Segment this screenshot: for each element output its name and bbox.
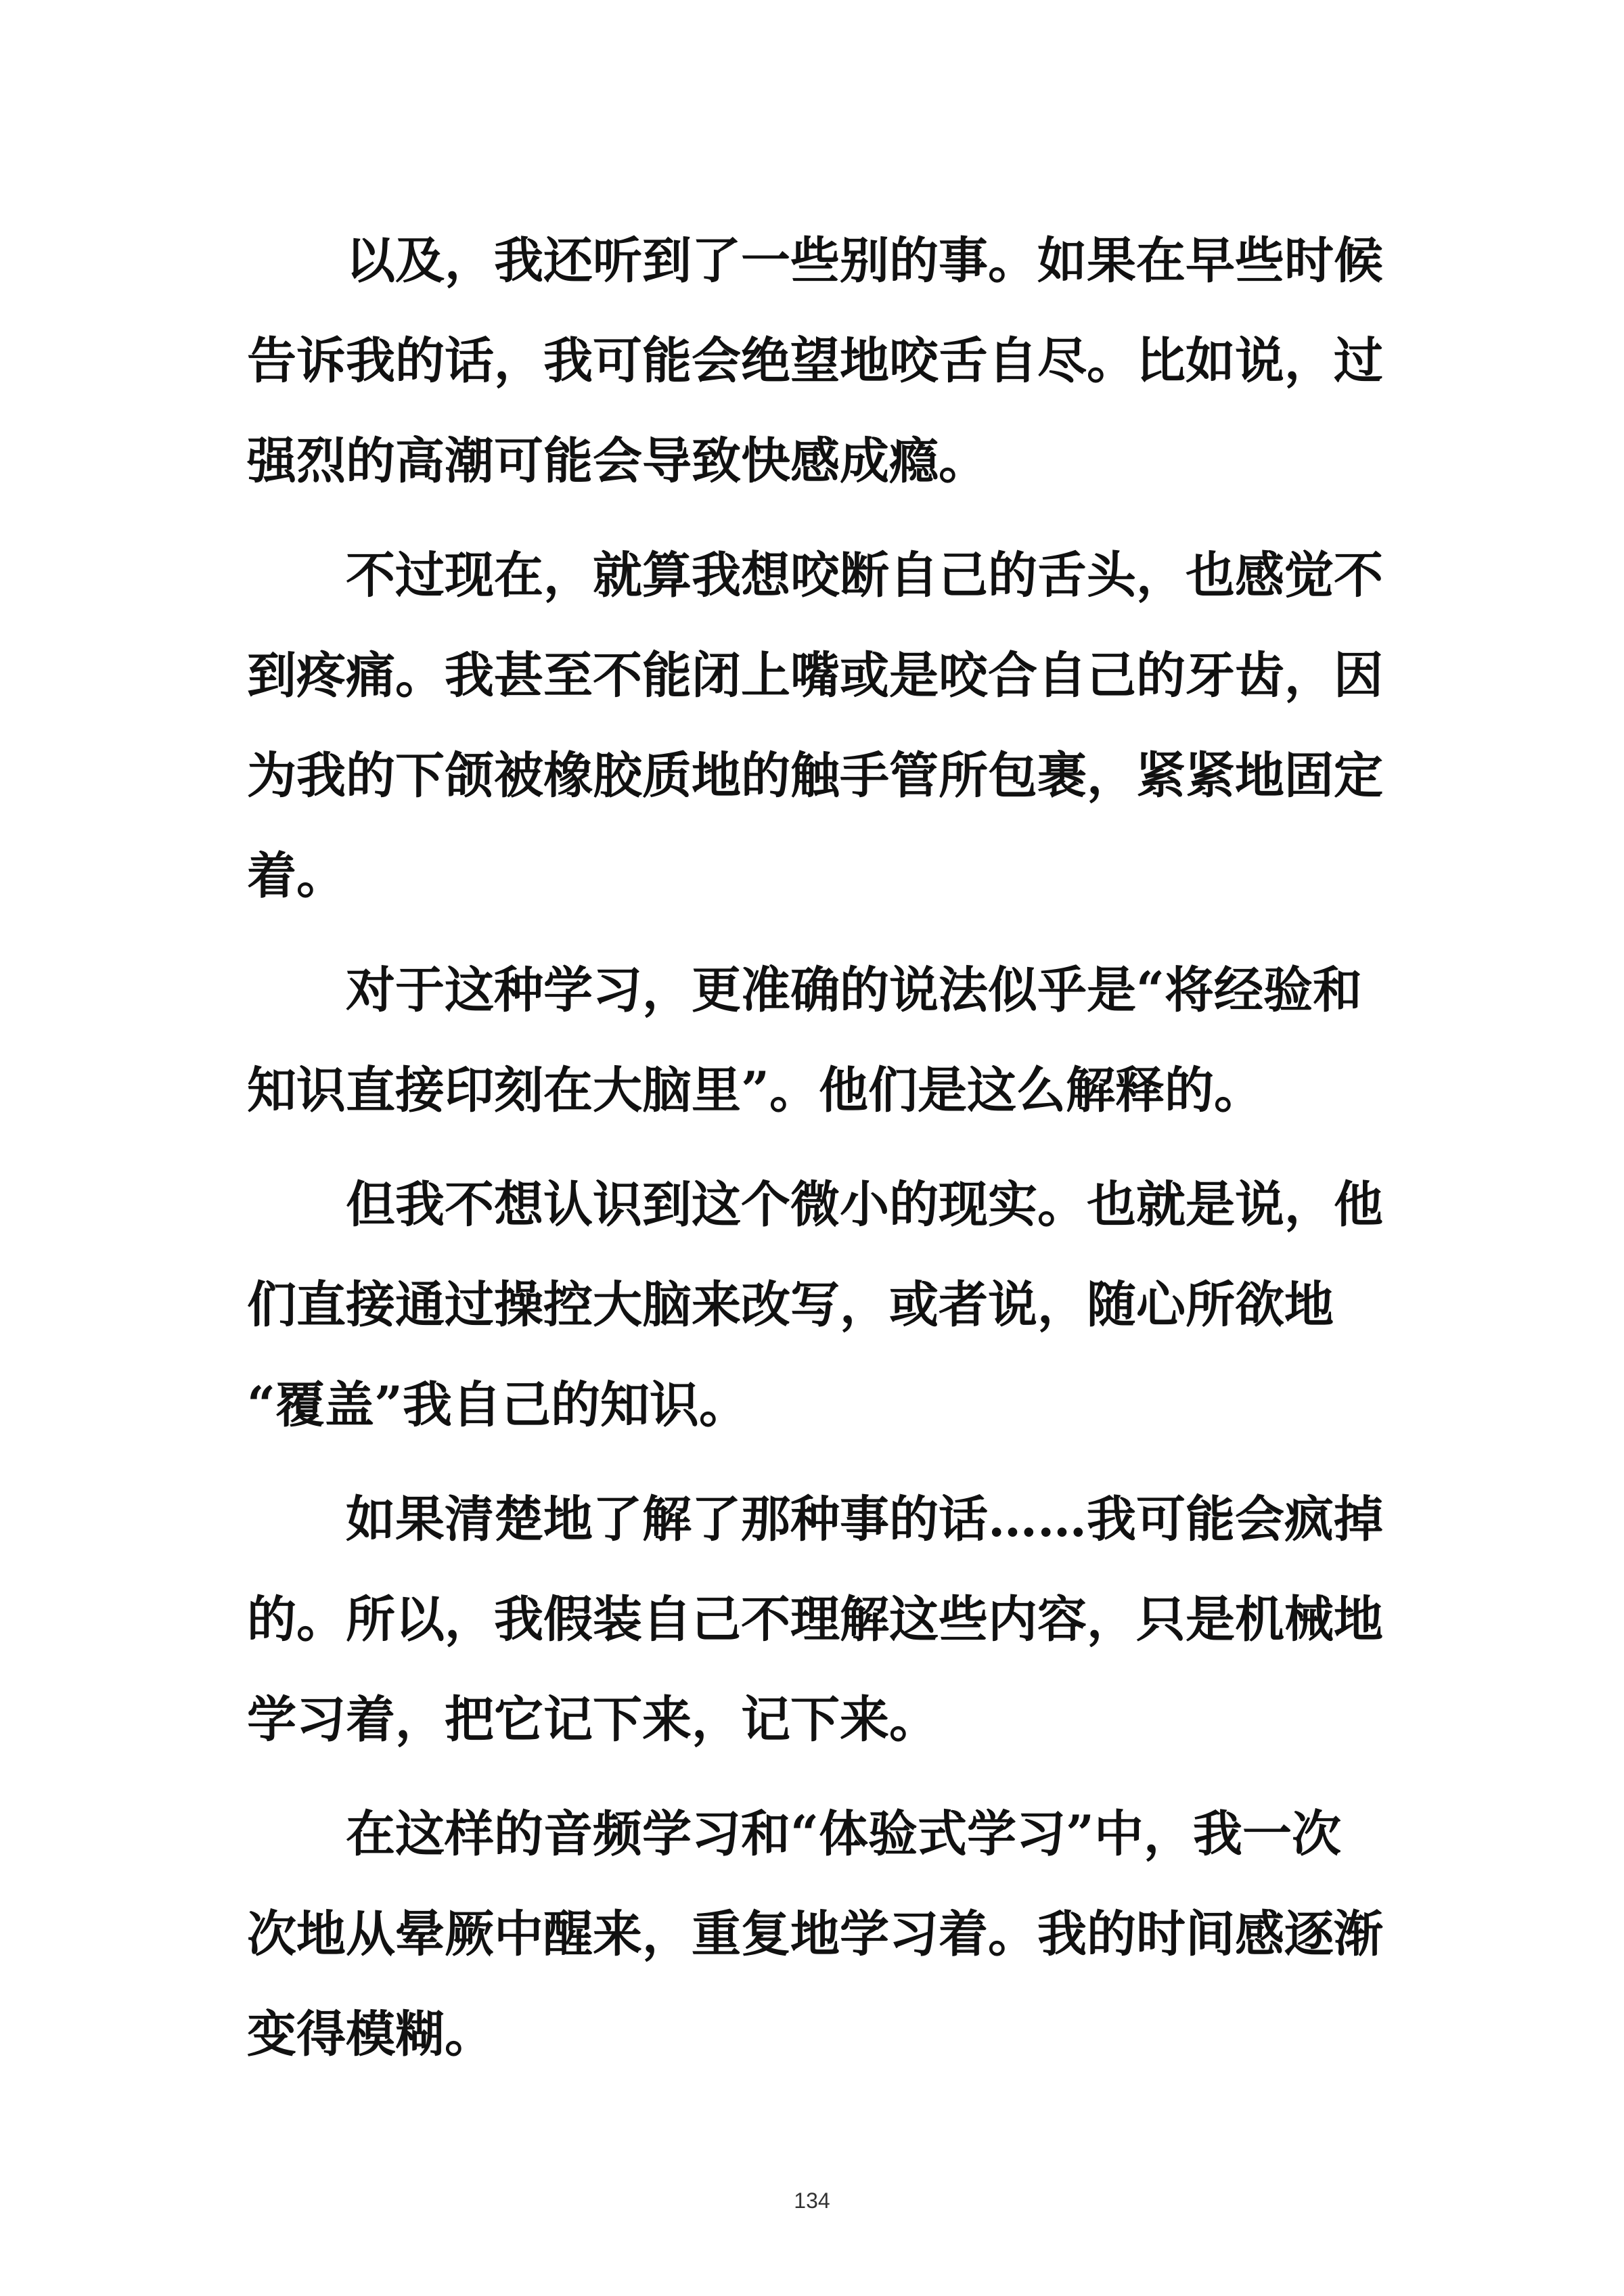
text-line: 如果清楚地了解了那种事的话……我可能会疯掉: [247, 1490, 1383, 1548]
text-line: 的。所以，我假装自己不理解这些内容，只是机械地: [247, 1590, 1383, 1648]
text-line: 变得模糊。: [247, 2005, 494, 2063]
text-line: 为我的下颌被橡胶质地的触手管所包裹，紧紧地固定: [247, 746, 1383, 805]
text-line: 但我不想认识到这个微小的现实。也就是说，他: [247, 1175, 1383, 1234]
text-line: 着。: [247, 847, 346, 905]
text-line: 知识直接印刻在大脑里”。他们是这么解释的。: [247, 1061, 1263, 1119]
text-line: 们直接通过操控大脑来改写，或者说，随心所欲地: [247, 1276, 1334, 1334]
text-line: 告诉我的话，我可能会绝望地咬舌自尽。比如说，过: [247, 332, 1383, 390]
text-line: 强烈的高潮可能会导致快感成瘾。: [247, 432, 988, 490]
text-line: 次地从晕厥中醒来，重复地学习着。我的时间感逐渐: [247, 1905, 1383, 1963]
text-line: 在这样的音频学习和“体验式学习”中，我一次: [247, 1805, 1341, 1863]
text-line: “覆盖”我自己的知识。: [247, 1376, 748, 1434]
text-line: 到疼痛。我甚至不能闭上嘴或是咬合自己的牙齿，因: [247, 646, 1383, 704]
text-line: 以及，我还听到了一些别的事。如果在早些时候: [247, 231, 1383, 290]
text-line: 不过现在，就算我想咬断自己的舌头，也感觉不: [247, 546, 1383, 604]
text-line: 学习着，把它记下来，记下来。: [247, 1690, 939, 1749]
page-number: 134: [794, 2188, 830, 2213]
text-line: 对于这种学习，更准确的说法似乎是“将经验和: [247, 961, 1362, 1019]
